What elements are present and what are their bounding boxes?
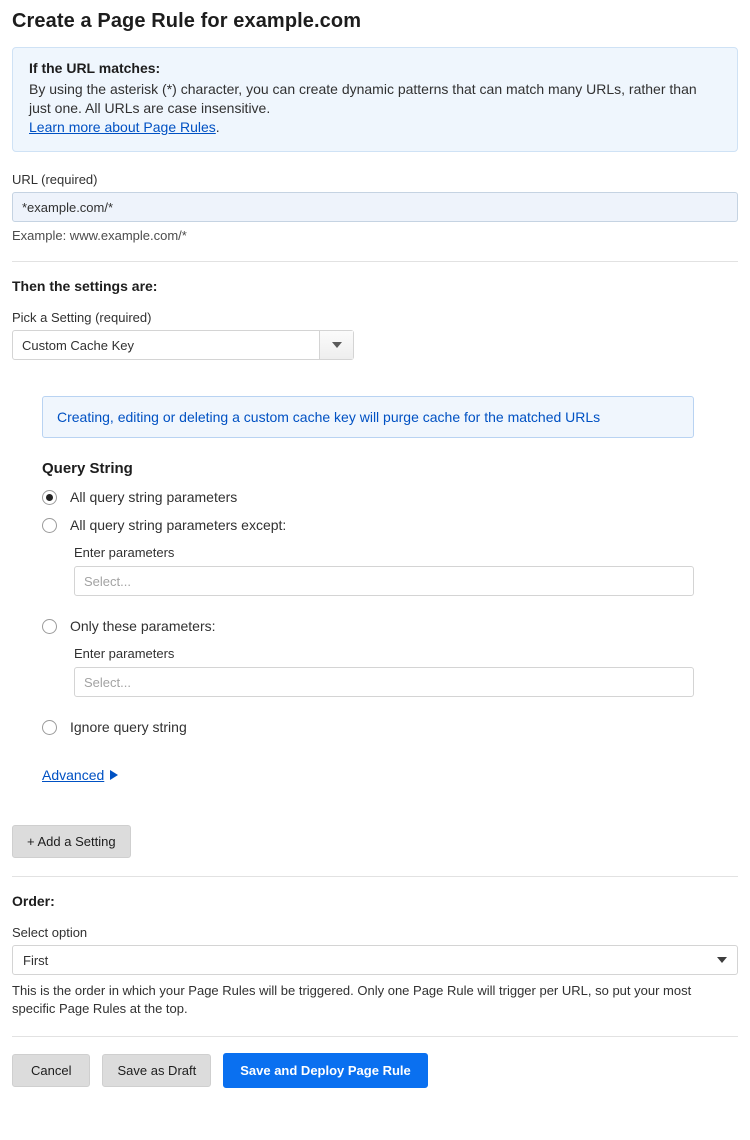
pick-setting-value: Custom Cache Key	[22, 337, 134, 353]
callout-link-suffix: .	[215, 119, 220, 135]
save-deploy-button[interactable]: Save and Deploy Page Rule	[223, 1053, 428, 1088]
radio-all-params-except[interactable]	[42, 517, 738, 533]
page-rule-form	[0, 10, 750, 1106]
radio-label-all-params: All query string parameters	[70, 489, 238, 505]
radio-label-only-these-params: Only these parameters:	[70, 618, 216, 634]
except-parameters-input[interactable]	[74, 566, 694, 596]
only-parameters-label: Enter parameters	[74, 646, 175, 661]
radio-icon-only-these-params[interactable]	[42, 619, 57, 634]
purge-note: Creating, editing or deleting a custom cache key will purge cache for the matched URLs	[42, 396, 694, 438]
only-parameters-input[interactable]	[74, 667, 694, 697]
url-match-callout	[12, 47, 738, 152]
url-field-hint: Example: www.example.com/*	[12, 228, 187, 243]
order-title: Order:	[12, 893, 55, 909]
divider-settings	[12, 261, 738, 262]
callout-text: By using the asterisk (*) character, you can create dynamic patterns that can match many URLs, rather than just one. All URLs are case insensitive.	[29, 81, 697, 116]
radio-icon-all-params[interactable]	[42, 490, 57, 505]
radio-icon-all-params-except[interactable]	[42, 518, 57, 533]
chevron-down-icon[interactable]	[319, 331, 353, 359]
radio-label-ignore-query-string: Ignore query string	[70, 719, 187, 735]
callout-body	[29, 80, 721, 137]
custom-cache-key-panel	[12, 396, 738, 735]
order-select-label: Select option	[12, 925, 88, 940]
url-input[interactable]	[12, 192, 738, 222]
only-parameters-field	[74, 646, 738, 697]
query-string-title: Query String	[42, 460, 133, 477]
chevron-down-icon-order[interactable]	[717, 957, 727, 963]
radio-only-these-params[interactable]	[42, 618, 738, 634]
except-parameters-label: Enter parameters	[74, 545, 175, 560]
form-footer	[12, 1053, 738, 1106]
except-parameters-field	[74, 545, 738, 596]
divider-order	[12, 876, 738, 877]
url-field-label: URL (required)	[12, 172, 98, 187]
order-hint: This is the order in which your Page Rules will be triggered. Only one Page Rule will trigger per URL, so put your most specific Page Rules at the top.	[12, 983, 692, 1016]
callout-title: If the URL matches:	[29, 60, 161, 76]
cancel-button[interactable]: Cancel	[12, 1054, 90, 1087]
pick-setting-select-wrap	[12, 330, 354, 360]
radio-all-params[interactable]	[42, 489, 738, 505]
page-title: Create a Page Rule for example.com	[12, 10, 362, 32]
settings-section-title: Then the settings are:	[12, 278, 158, 294]
triangle-right-icon	[110, 770, 118, 780]
divider-footer	[12, 1036, 738, 1037]
radio-icon-ignore-query-string[interactable]	[42, 720, 57, 735]
save-draft-button[interactable]: Save as Draft	[102, 1054, 211, 1087]
add-setting-wrap	[12, 825, 738, 858]
pick-setting-label: Pick a Setting (required)	[12, 310, 152, 325]
radio-label-all-params-except: All query string parameters except:	[70, 517, 287, 533]
advanced-toggle[interactable]	[42, 767, 118, 783]
order-select-value: First	[23, 952, 49, 968]
learn-more-link[interactable]: Learn more about Page Rules	[29, 119, 216, 135]
order-select[interactable]	[12, 945, 738, 975]
add-setting-button[interactable]: + Add a Setting	[12, 825, 131, 858]
radio-ignore-query-string[interactable]	[42, 719, 738, 735]
advanced-label: Advanced	[42, 767, 105, 783]
pick-setting-select[interactable]	[12, 330, 354, 360]
